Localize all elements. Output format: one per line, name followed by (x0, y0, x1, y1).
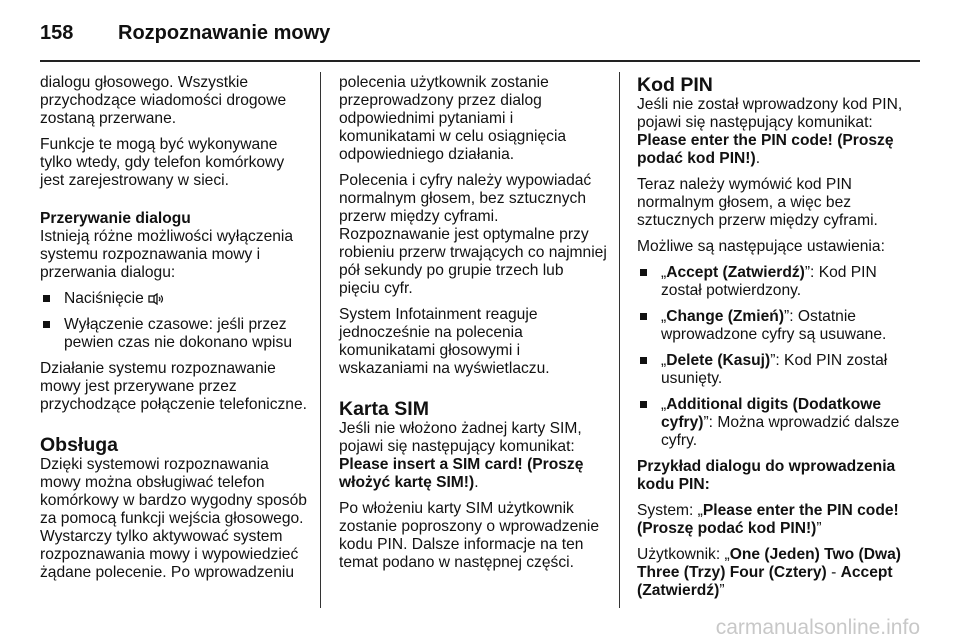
page-number: 158 (40, 22, 74, 44)
bullet-square-icon (43, 321, 50, 328)
bullet-square-icon (640, 357, 647, 364)
paragraph: Możliwe są następujące ustawienia: (637, 238, 885, 255)
list-item: „Accept (Zatwierdź)”: Kod PIN został potwierdzony. (640, 264, 907, 300)
column-divider-1 (320, 72, 321, 608)
header-rule (40, 60, 920, 62)
column-divider-2 (619, 72, 620, 608)
column-1 (40, 74, 312, 590)
section-heading-obsluga: Obsługa (40, 434, 119, 456)
list-item: Wyłączenie czasowe: jeśli przez pewien czas nie dokonano wpisu (43, 316, 312, 352)
paragraph: Dzięki systemowi rozpoznawania mowy można obsługiwać telefon komórkowy w bardzo wygodny sposób za pomocą funkcji wejścia głosowego. Wystarczy tylko aktywować system rozpoznawania mowy i wypowiedzieć żądane polecenie. Po wprowadzeniu (40, 456, 307, 581)
page-title: Rozpoznawanie mowy (118, 22, 331, 44)
message-text: Please enter the PIN code! (Proszę podać kod PIN!) (637, 132, 894, 167)
column-3 (637, 74, 907, 608)
list-item: „Additional digits (Dodatkowe cyfry)”: Można wprowadzić dalsze cyfry. (640, 396, 907, 450)
subheading-interrupt: Przerywanie dialogu (40, 210, 191, 227)
voice-control-icon (148, 293, 166, 305)
paragraph: Jeśli nie włożono żadnej karty SIM, pojawi się następujący komunikat: Please insert a SIM card! (Proszę włożyć kartę SIM!). (339, 420, 584, 491)
dialog-line-system: System: „Please enter the PIN code! (Proszę podać kod PIN!)” (637, 502, 899, 537)
list-item: „Change (Zmień)”: Ostatnie wprowadzone cyfry są usuwane. (640, 308, 907, 344)
bullet-square-icon (640, 401, 647, 408)
list-item: Naciśnięcie (43, 290, 312, 308)
dialog-line-user: Użytkownik: „One (Jeden) Two (Dwa) Three (Trzy) Four (Cztery) - Accept (Zatwierdź)” (637, 546, 901, 599)
paragraph: polecenia użytkownik zostanie przeprowadzony przez dialog odpowiednimi pytaniami i komunikatami w celu osiągnięcia odpowiedniego działania. (339, 74, 567, 163)
paragraph: System Infotainment reaguje jednocześnie na polecenia komunikatami głosowymi i wskazaniami na wyświetlaczu. (339, 306, 550, 377)
paragraph: Działanie systemu rozpoznawanie mowy jest przerywane przez przychodzące połączenie telefoniczne. (40, 360, 307, 413)
message-text: Please insert a SIM card! (Proszę włożyć kartę SIM!) (339, 456, 584, 491)
paragraph: Polecenia i cyfry należy wypowiadać normalnym głosem, bez sztucznych przerw między cyframi. Rozpoznawanie jest optymalne przy robieniu przerw trwających co najmniej pół sekundy po grupie trzech lub pięciu cyfr. (339, 172, 607, 297)
bullet-square-icon (640, 269, 647, 276)
paragraph: Teraz należy wymówić kod PIN normalnym głosem, a więc bez sztucznych przerw między cyframi. (637, 176, 878, 229)
bullet-square-icon (640, 313, 647, 320)
paragraph: Istnieją różne możliwości wyłączenia systemu rozpoznawania mowy i przerwania dialogu: (40, 228, 294, 281)
column-2 (339, 74, 607, 580)
section-heading-kod-pin: Kod PIN (637, 74, 713, 96)
list-item: „Delete (Kasuj)”: Kod PIN został usunięty. (640, 352, 907, 388)
bullet-square-icon (43, 295, 50, 302)
paragraph: dialogu głosowego. Wszystkie przychodzące wiadomości drogowe zostaną przerwane. (40, 74, 287, 127)
watermark: carmanualsonline.info (715, 616, 920, 639)
subheading-example: Przykład dialogu do wprowadzenia kodu PIN: (637, 458, 896, 493)
paragraph: Funkcje te mogą być wykonywane tylko wtedy, gdy telefon komórkowy jest zarejestrowany w sieci. (40, 136, 285, 189)
paragraph: Jeśli nie został wprowadzony kod PIN, pojawi się następujący komunikat: Please enter the PIN code! (Proszę podać kod PIN!). (637, 96, 903, 167)
section-heading-karta-sim: Karta SIM (339, 398, 429, 420)
paragraph: Po włożeniu karty SIM użytkownik zostanie poproszony o wprowadzenie kodu PIN. Dalsze informacje na ten temat podano w następnej części. (339, 500, 600, 571)
